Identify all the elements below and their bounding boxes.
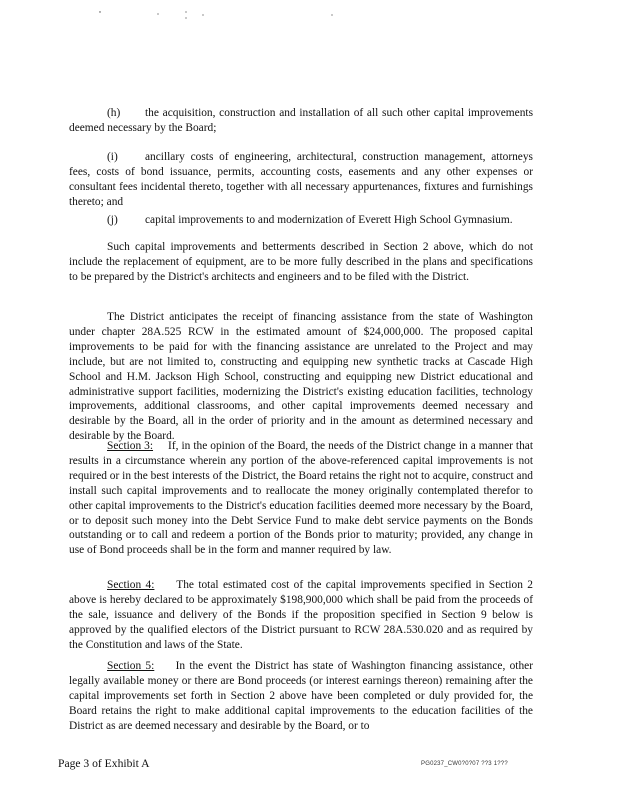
financing-paragraph: The District anticipates the receipt of financing assistance from the state of Washington under chapter 28A.525 RCW in the estimated amount of $24,000,000. The proposed capital improvements to be paid for with the financing assistance are unrelated to the Project and may include, but are not limited to, constructing and equipping new synthetic tracks at Cascade High School and H.M. Jackson High School, constructing and equipping new District educational and administrative support facilities, modernizing the District's existing education facilities, technology improvements, additional classrooms, and other capital improvements deemed necessary and desirable by the Board, all in the order of priority and in the amount as determined necessary and desirable by the Board. <box>69 311 533 443</box>
item-j-marker: (j) <box>107 214 118 226</box>
item-j <box>69 213 533 228</box>
item-h-marker: (h) <box>107 107 121 119</box>
section-5-label: Section 5: <box>107 660 155 672</box>
item-i-marker: (i) <box>107 151 118 163</box>
page-footer-label: Page 3 of Exhibit A <box>58 757 150 770</box>
item-h <box>69 106 533 136</box>
section-4-text: The total estimated cost of the capital improvements specified in Section 2 above is hereby declared to be approximately $198,900,000 which shall be paid from the proceeds of the sale, issuance and delivery of the Bonds if the proposition specified in Section 9 below is approved by the qualified electors of the District pursuant to RCW 28A.530.020 and as required by the Constitution and laws of the State. <box>69 579 534 651</box>
section-5-paragraph <box>69 659 533 734</box>
section-4-paragraph <box>69 578 533 653</box>
item-j-text: capital improvements to and modernization of Everett High School Gymnasium. <box>145 214 513 226</box>
section-4-label: Section 4: <box>107 579 155 591</box>
section-3-paragraph <box>69 439 533 558</box>
section-5-text: In the event the District has state of Washington financing assistance, other legally available money or there are Bond proceeds (or interest earnings thereon) remaining after the capital improvements set forth in Section 2 above have been completed or duly provided for, the Board retains the right to make additional capital improvements to the education facilities of the District as are deemed necessary and desirable by the Board, or to <box>69 660 534 732</box>
section-3-text: If, in the opinion of the Board, the needs of the District change in a manner that results in a circumstance wherein any portion of the above-referenced capital improvements is not required or in the best interests of the District, the Board retains the right not to acquire, construct and install such capital improvements and to reallocate the money originally contemplated therefor to other capital improvements to the District's education facilities deemed more necessary by the Board, or to deposit such money into the Debt Service Fund to make debt service payments on the Bonds outstanding or to call and redeem a portion of the Bonds prior to maturity; provided, any change in use of Bond proceeds shall be in the form and manner required by law. <box>69 440 533 557</box>
item-i-text: ancillary costs of engineering, architectural, construction management, attorneys fees, costs of bond issuance, permits, accounting costs, easements and any other expenses or consultant fees incidental thereto, together with all necessary appurtenances, fixtures and furnishings thereto; and <box>69 151 533 208</box>
item-h-text: the acquisition, construction and installation of all such other capital improvements deemed necessary by the Board; <box>69 107 533 134</box>
section-3-label: Section 3: <box>107 440 154 452</box>
improvements-paragraph: Such capital improvements and betterments described in Section 2 above, which do not include the replacement of equipment, are to be more fully described in the plans and specifications to be prepared by the District's architects and engineers and to be filed with the District. <box>69 241 533 283</box>
document-code: PG0237_CW0?0?07 ??3 1??? <box>421 761 508 767</box>
item-i <box>69 150 533 210</box>
scan-specks <box>0 8 621 28</box>
